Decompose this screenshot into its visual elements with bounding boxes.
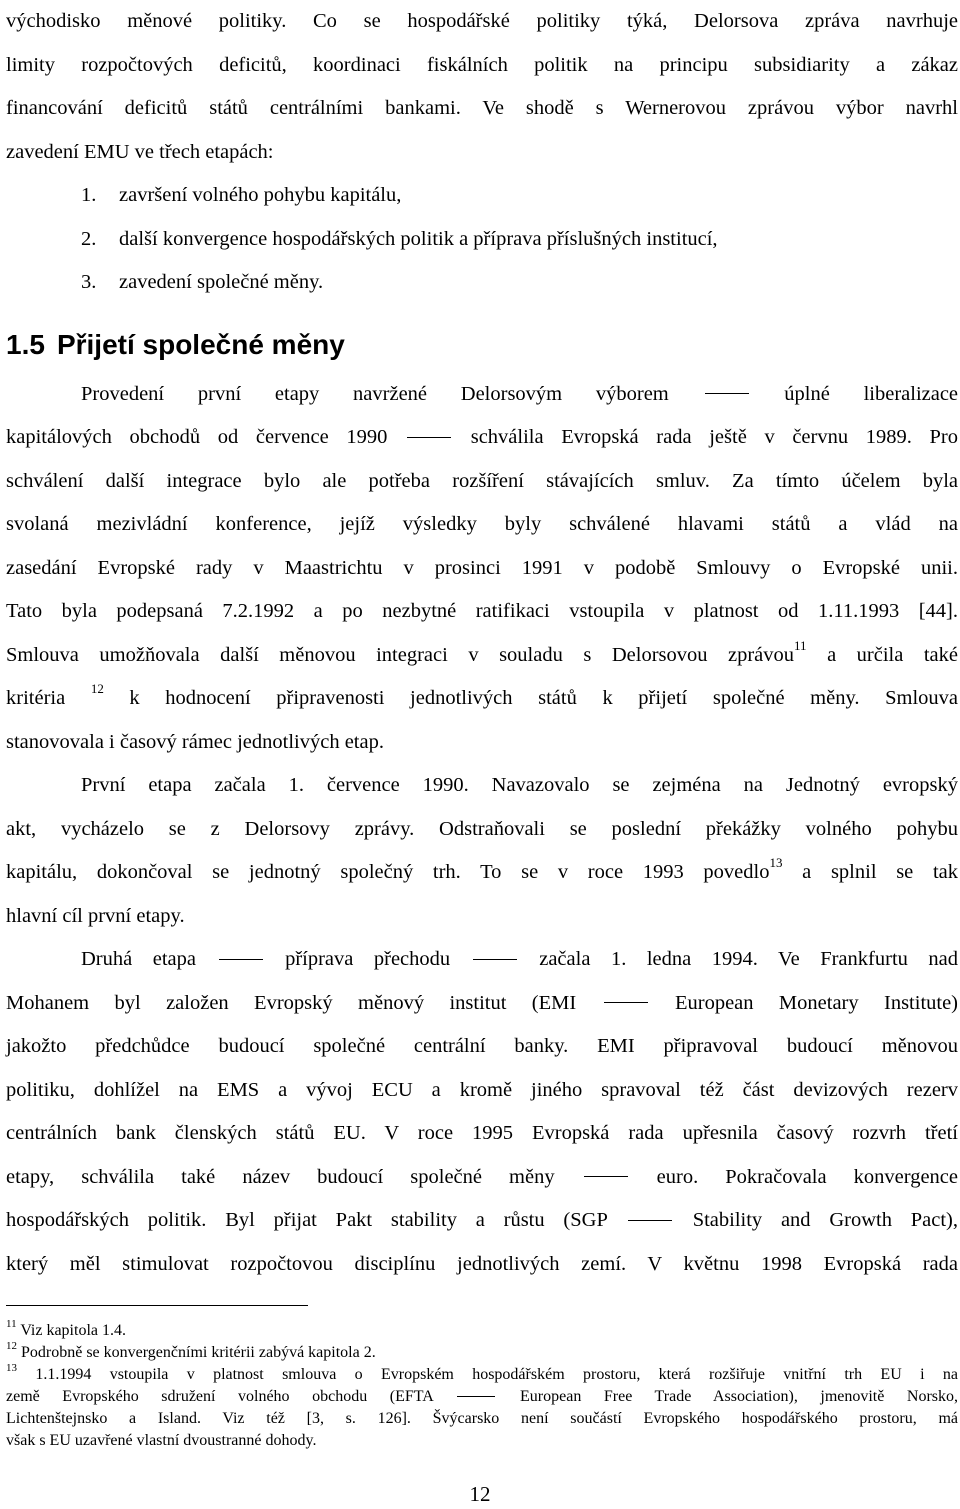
list-text: završení volného pohybu kapitálu, — [119, 184, 402, 206]
footnote-separator — [6, 1305, 308, 1306]
footnote-ref: 12 — [90, 681, 104, 697]
text-line: východisko měnové politiky. Co se hospodářské politiky týká, Delorsova zpráva navrhuje — [6, 10, 958, 32]
text-line: První etapa začala 1. července 1990. Navazovalo se zejména na Jednotný evropský — [81, 774, 958, 796]
text-line: zasedání Evropské rady v Maastrichtu v prosinci 1991 v podobě Smlouvy o Evropské unii. — [6, 556, 958, 579]
text-line: hospodářských politik. Byl přijat Pakt stability a růstu (SGP Stability and Growth Pact), — [6, 1209, 959, 1231]
text-line: akt, vycházelo se z Delorsovy zprávy. Odstraňovali se poslední překážky volného pohybu — [6, 817, 958, 840]
em-dash — [584, 1176, 628, 1177]
text-line: jakožto předchůdce budoucí společné centrální banky. EMI připravoval budoucí měnovou — [6, 1035, 958, 1057]
text-line: Smlouva umožňovala další měnovou integraci v souladu s Delorsovou zprávou$^{11}$ a určila také — [6, 637, 958, 666]
text-line: kritéria $^{12}$ k hodnocení připravenosti jednotlivých států k přijetí společné měny. Smlouva — [6, 681, 959, 709]
list-number: 1. — [81, 184, 97, 206]
em-dash — [604, 1002, 648, 1003]
text-line: zavedení EMU ve třech etapách: — [6, 140, 274, 163]
em-dash — [457, 1396, 495, 1397]
text-line: etapy, schválila také název budoucí společné měny euro. Pokračovala konvergence — [6, 1165, 958, 1188]
text-line: centrálních bank členských států EU. V roce 1995 Evropská rada upřesnila časový rozvrh třetí — [6, 1122, 958, 1144]
text-line: financování deficitů států centrálními bankami. Ve shodě s Wernerovou zprávou výbor navrhl — [6, 97, 958, 119]
text-line: schválení další integrace bylo ale potřeba rozšíření stávajících smluv. Za tímto účelem byla — [6, 469, 958, 492]
text-line: kapitálu, dokončoval se jednotný společný trh. To se v roce 1993 povedlo$^{13}$ a splnil se tak — [6, 855, 958, 883]
list-item — [6, 218, 958, 262]
list-text: zavedení společné měny. — [119, 271, 324, 293]
footnote-line: však s EU uzavřené vlastní dvoustranné dohody. — [6, 1432, 317, 1449]
footnote: $^{11}$ Viz kapitola 1.4. — [6, 1317, 126, 1339]
em-dash — [473, 959, 517, 960]
text-line: který měl stimulovat rozpočtovou disciplínu jednotlivých zemí. V květnu 1998 Evropská rada — [6, 1252, 958, 1275]
text-line: stanovovala i časový rámec jednotlivých etap. — [6, 730, 384, 753]
em-dash — [705, 393, 749, 394]
text-line: politiku, dohlížel na EMS a vývoj ECU a kromě jiného spravoval též část devizových rezerv — [6, 1078, 958, 1101]
text-line: Mohanem byl založen Evropský měnový institut (EMI European Monetary Institute) — [6, 991, 959, 1014]
footnote: $^{12}$ Podrobně se konvergenčními kritérii zabývá kapitola 2. — [6, 1339, 376, 1361]
em-dash — [628, 1220, 672, 1221]
list-item — [6, 174, 958, 218]
text-line: Tato byla podepsaná 7.2.1992 a po nezbytné ratifikaci vstoupila v platnost od 1.11.1993 [44]. — [6, 600, 958, 622]
text-line: svolaná mezivládní konference, jejíž výsledky byly schválené hlavami států a vlád na — [6, 513, 958, 535]
list-number: 3. — [81, 271, 97, 293]
section-number: 1.5 — [6, 328, 45, 360]
footnote-line: Lichtenštejnsko a Island. Viz též [3, s. 126]. Švýcarsko není součástí Evropského hospodářského prostoru, má — [6, 1410, 958, 1427]
page-number: 12 — [469, 1482, 491, 1506]
em-dash — [219, 959, 263, 960]
footnote-ref: 11 — [794, 637, 807, 653]
section-heading — [6, 317, 958, 373]
list-number: 2. — [81, 227, 97, 250]
list-item — [6, 261, 958, 305]
em-dash — [407, 437, 451, 438]
text-line: Provedení první etapy navržené Delorsovým výborem úplné liberalizace — [81, 382, 959, 405]
footnote-line: země Evropského sdružení volného obchodu (EFTA European Free Trade Association), jmenovitě Norsko, — [6, 1388, 959, 1405]
text-line: kapitálových obchodů od července 1990 schválila Evropská rada ještě v červnu 1989. Pro — [6, 426, 959, 448]
text-line: limity rozpočtových deficitů, koordinaci fiskálních politik na principu subsidiarity a zákaz — [6, 53, 958, 76]
page-body — [6, 0, 958, 1286]
footnote: $^{13}$ 1.1.1994 vstoupila v platnost smlouva o Evropském hospodářském prostoru, která rozšiřuje vnitřní trh EU i na — [6, 1361, 959, 1383]
footnotes — [6, 1317, 959, 1452]
text-line: Druhá etapa příprava přechodu začala 1. ledna 1994. Ve Frankfurtu nad — [81, 948, 959, 970]
footnote-ref: 13 — [769, 855, 783, 871]
section-title: Přijetí společné měny — [56, 328, 345, 360]
list-text: další konvergence hospodářských politik a příprava příslušných institucí, — [119, 227, 718, 250]
text-line: hlavní cíl první etapy. — [6, 904, 185, 927]
